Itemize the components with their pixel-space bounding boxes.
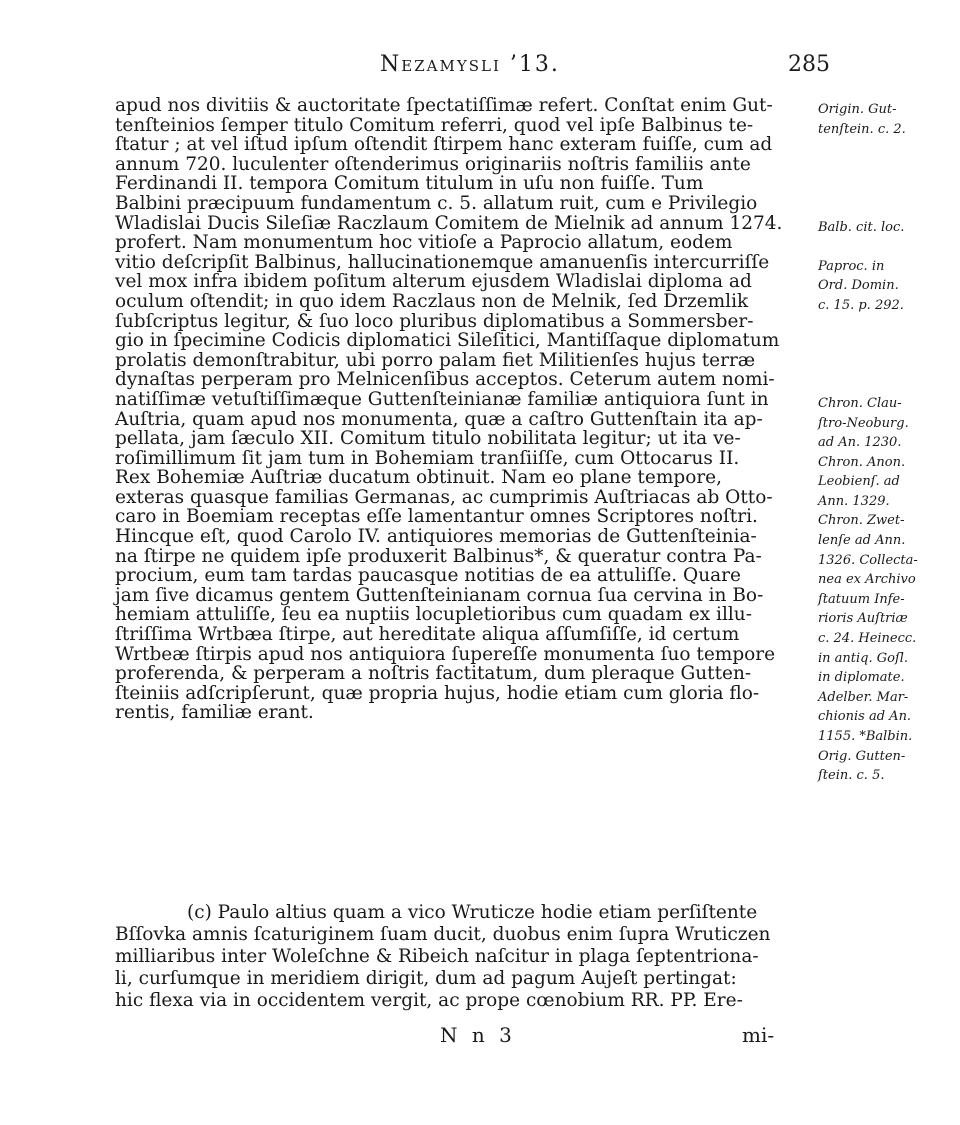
text-line: Balbini præcipuum fundamentum c. 5. allatum ruit, cum e Privilegio bbox=[115, 192, 758, 214]
marginal-notes bbox=[818, 100, 958, 786]
footnote-block bbox=[115, 902, 815, 1012]
text-line: vel mox infra ibidem poſitum alterum ejusdem Wladislai diploma ad bbox=[115, 271, 752, 293]
text-line: prolatis demonſtrabitur, ubi porro palam fiet Militienſes hujus terræ bbox=[115, 349, 756, 371]
margin-note-line bbox=[818, 316, 958, 336]
text-line: Auſtria, quam apud nos monumenta, quæ a caſtro Guttenſtain ita ap- bbox=[115, 408, 763, 430]
margin-note-line: ſtein. c. 5. bbox=[818, 768, 885, 784]
footnote-line: hic flexa via in occidentem vergit, ac prope cœnobium RR. PP. Ere- bbox=[115, 990, 743, 1011]
text-line: exteras quasque familias Germanas, ac cumprimis Auſtriacas ab Otto- bbox=[115, 486, 773, 508]
text-line: natiſſimæ vetuſtiſſimæque Guttenſteinianæ familiæ antiquiora ſunt in bbox=[115, 388, 769, 410]
margin-note-line: chionis ad An. bbox=[818, 709, 912, 725]
text-line: gio in ſpecimine Codicis diplomatici Sileſitici, Mantiſſaque diplomatum bbox=[115, 330, 780, 352]
footnote-line: milliaribus inter Woleſchne & Ribeich naſcitur in plaga ſeptentriona- bbox=[115, 946, 759, 967]
text-line: apud nos divitiis & auctoritate ſpectatiſſimæ refert. Conſtat enim Gut- bbox=[115, 95, 773, 116]
margin-note-line: Balb. cit. loc. bbox=[818, 219, 905, 235]
margin-note-line: rioris Auſtriæ bbox=[818, 611, 908, 627]
margin-note-line: 1155. *Balbin. bbox=[818, 729, 913, 744]
text-line: ſteiniis adſcripſerunt, quæ propria hujus, hodie etiam cum gloria flo- bbox=[115, 682, 760, 704]
text-line: na ſtirpe ne quidem ipſe produxerit Balbinus*, & queratur contra Pa- bbox=[115, 545, 762, 567]
margin-note-line bbox=[818, 237, 958, 257]
text-line: dynaſtas perperam pro Melnicenſibus acceptos. Ceterum autem nomi- bbox=[115, 369, 775, 391]
margin-note-line: 1326. Collecta- bbox=[818, 552, 918, 568]
margin-note-line bbox=[818, 178, 958, 198]
catchword: mi- bbox=[742, 1023, 775, 1047]
text-line: procium, eum tam tardas paucasque notitias de ea attuliſſe. Quare bbox=[115, 565, 741, 587]
footnote-line: (c) Paulo altius quam a vico Wruticze hodie etiam perſiſtente bbox=[187, 902, 758, 923]
margin-note-line: ſtatuum Infe- bbox=[818, 591, 905, 607]
margin-note-line: in diplomate. bbox=[818, 670, 905, 686]
margin-note-line: c. 24. Heinecc. bbox=[818, 631, 917, 647]
margin-note-line: c. 15. p. 292. bbox=[818, 297, 904, 313]
margin-note-line bbox=[818, 159, 958, 179]
footnote-line: Bſſovka amnis ſcaturiginem ſuam ducit, duobus enim ſupra Wruticzen bbox=[115, 924, 771, 945]
text-line: ſtriſſima Wrtbæa ſtirpe, aut hereditate aliqua aſſumſiſſe, id certum bbox=[115, 624, 740, 646]
margin-note-line bbox=[818, 139, 958, 159]
margin-note-line: ad An. 1230. bbox=[818, 435, 902, 451]
text-line: oculum oſtendit; in quo idem Raczlaus non de Melnik, ſed Drzemlik bbox=[115, 290, 749, 312]
text-line: Rex Bohemiæ Auſtriæ ducatum obtinuit. Nam eo plane tempore, bbox=[115, 467, 723, 489]
running-title: Nezamysli ’13. bbox=[380, 52, 560, 77]
text-line: ſtatur ; at vel iſtud ipſum oſtendit ſtirpem hanc exteram fuiſſe, cum ad bbox=[115, 134, 773, 156]
text-line: Ferdinandi II. tempora Comitum titulum in uſu non fuiſſe. Tum bbox=[115, 173, 704, 195]
margin-note-line bbox=[818, 335, 958, 355]
margin-note-line: ſtro-Neoburg. bbox=[818, 415, 909, 431]
main-text-block bbox=[115, 96, 815, 723]
footnote-line: li, curſumque in meridiem dirigit, dum ad pagum Aujeſt pertingat: bbox=[115, 968, 737, 989]
text-line: caro in Boemiam receptas eſſe lamentantur omnes Scriptores noſtri. bbox=[115, 506, 758, 528]
margin-note-line: Chron. Zwet- bbox=[818, 513, 905, 529]
text-line: roſimillimum ſit jam tum in Bohemiam tranſiiſſe, cum Ottocarus II. bbox=[115, 447, 740, 469]
margin-note-line: tenſtein. c. 2. bbox=[818, 121, 906, 137]
page-number: 285 bbox=[788, 52, 830, 77]
page-header bbox=[110, 52, 830, 86]
text-line: jam ſive dicamus gentem Guttenſteinianam cornua ſua cervina in Bo- bbox=[115, 584, 764, 606]
text-line: tenſteinios ſemper titulo Comitum referri, quod vel ipſe Balbinus te- bbox=[115, 114, 754, 136]
text-line: Wrtbeæ ſtirpis apud nos antiquiora ſupereſſe monumenta ſuo tempore bbox=[115, 643, 776, 665]
text-line: profert. Nam monumentum hoc vitioſe a Paprocio allatum, eodem bbox=[115, 232, 733, 254]
margin-note-line: in antiq. Goſl. bbox=[818, 650, 909, 666]
text-line: hemiam attuliſſe, ſeu ea nuptiis locupletioribus cum quadam ex illu- bbox=[115, 604, 752, 626]
margin-note-line: Ann. 1329. bbox=[818, 493, 890, 509]
text-line: annum 720. luculenter oſtenderimus originariis noſtris familiis ante bbox=[115, 153, 751, 175]
margin-note-line bbox=[818, 355, 958, 375]
text-line: vitio deſcripſit Balbinus, hallucinationemque amanuenſis intercurriſſe bbox=[115, 251, 770, 273]
margin-note-line: Leobienſ. ad bbox=[818, 474, 900, 490]
signature-mark: N n 3 bbox=[440, 1023, 516, 1047]
text-line: pellata, jam ſæculo XII. Comitum titulo nobilitata legitur; ut ita ve- bbox=[115, 428, 741, 450]
margin-note-line bbox=[818, 374, 958, 394]
margin-note-line: Origin. Gut- bbox=[818, 102, 897, 117]
text-line: proferenda, & perperam a noſtris factitatum, dum pleraque Gutten- bbox=[115, 663, 752, 685]
margin-note-line: lenſe ad Ann. bbox=[818, 533, 906, 549]
text-line: Wladislai Ducis Sileſiæ Raczlaum Comitem de Mielnik ad annum 1274. bbox=[115, 212, 783, 234]
margin-note-line: Orig. Gutten- bbox=[818, 748, 906, 764]
text-line: rentis, familiæ erant. bbox=[115, 702, 314, 724]
text-line: ſubſcriptus legitur, & ſuo loco pluribus diplomatibus a Sommersber- bbox=[115, 310, 754, 332]
margin-note-line: Chron. Anon. bbox=[818, 454, 906, 470]
margin-note-line: Chron. Clau- bbox=[818, 395, 902, 411]
margin-note-line: nea ex Archivo bbox=[818, 572, 916, 588]
margin-note-line: Paproc. in bbox=[818, 258, 885, 274]
margin-note-line: Adelber. Mar- bbox=[818, 689, 909, 705]
text-line: Hincque eſt, quod Carolo IV. antiquiores memorias de Guttenſteinia- bbox=[115, 526, 757, 548]
margin-note-line: Ord. Domin. bbox=[818, 278, 899, 294]
margin-note-line bbox=[818, 198, 958, 218]
